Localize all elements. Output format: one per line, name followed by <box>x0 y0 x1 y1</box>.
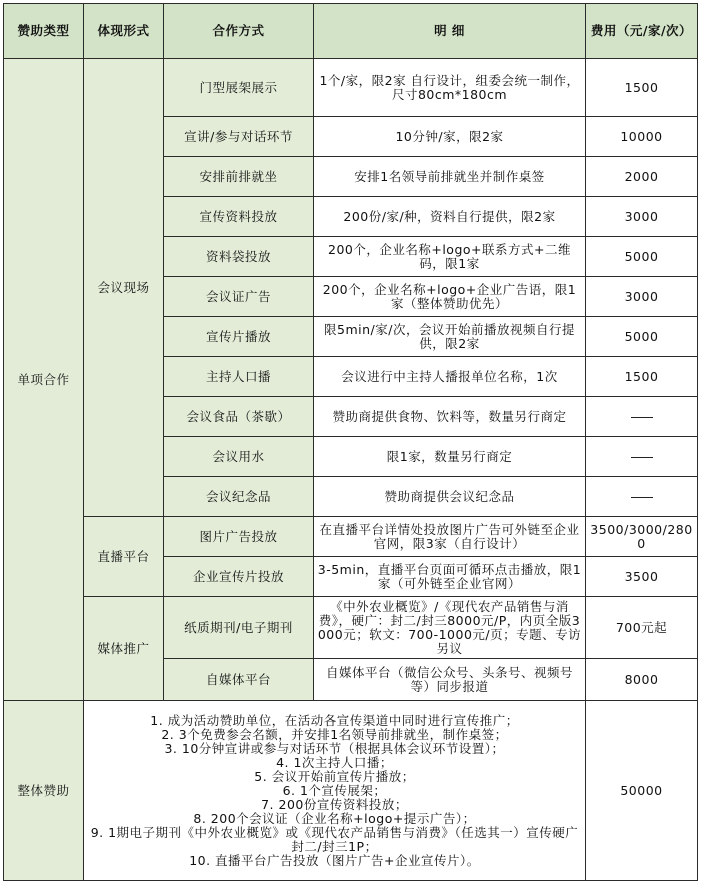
fee-cell: 5000 <box>586 317 698 357</box>
dash-mark <box>631 497 653 498</box>
package-item: 1. 成为活动赞助单位，在活动各宣传渠道中同时进行宣传推广； <box>150 712 519 728</box>
detail-cell: 200份/家/种，资料自行提供，限2家 <box>314 197 586 237</box>
header-form: 体现形式 <box>84 4 164 59</box>
detail-cell: 《中外农业概览》/《现代农产品销售与消费》，硬广：封二/封三8000元/P，内页全版3000元；软文：700-1000元/页；专题、专访另议 <box>314 597 586 659</box>
fee-cell: 700元起 <box>586 597 698 659</box>
package-item: 3. 10分钟宣讲或参与对话环节（根据具体会议环节设置）； <box>164 740 505 756</box>
table-row <box>4 59 698 117</box>
fee-cell-overall: 50000 <box>586 701 698 881</box>
header-detail: 明 细 <box>314 4 586 59</box>
fee-cell: 5000 <box>586 237 698 277</box>
form-onsite: 会议现场 <box>84 59 164 517</box>
table-row <box>4 597 698 659</box>
detail-cell: 限5min/家/次，会议开始前播放视频自行提供，限2家 <box>314 317 586 357</box>
type-overall: 整体赞助 <box>4 701 84 881</box>
detail-cell: 200个，企业名称+logo+企业广告语，限1家（整体赞助优先） <box>314 277 586 317</box>
detail-cell: 1个/家，限2家 自行设计，组委会统一制作，尺寸80cm*180cm <box>314 59 586 117</box>
package-item: 10. 直播平台广告投放（图片广告+企业宣传片）。 <box>189 852 480 868</box>
method-cell: 宣讲/参与对话环节 <box>164 117 314 157</box>
fee-cell-tbd <box>586 437 698 477</box>
method-cell: 会议用水 <box>164 437 314 477</box>
detail-cell: 在直播平台详情处投放图片广告可外链至企业官网，限3家（自行设计） <box>314 517 586 557</box>
method-cell: 纸质期刊/电子期刊 <box>164 597 314 659</box>
fee-cell: 10000 <box>586 117 698 157</box>
fee-cell-tbd <box>586 397 698 437</box>
method-cell: 安排前排就坐 <box>164 157 314 197</box>
fee-cell: 1500 <box>586 357 698 397</box>
detail-cell: 安排1名领导前排就坐并制作桌签 <box>314 157 586 197</box>
header-method: 合作方式 <box>164 4 314 59</box>
detail-cell: 会议进行中主持人播报单位名称，1次 <box>314 357 586 397</box>
package-item: 2. 3个免费参会名额，并安排1名领导前排就坐，制作桌签； <box>161 726 508 742</box>
method-cell: 宣传片播放 <box>164 317 314 357</box>
package-item: 8. 200个会议证（企业名称+logo+提示广告）； <box>193 810 476 826</box>
method-cell: 主持人口播 <box>164 357 314 397</box>
method-cell: 资料袋投放 <box>164 237 314 277</box>
dash-mark <box>631 457 653 458</box>
method-cell: 企业宣传片投放 <box>164 557 314 597</box>
table-row <box>4 517 698 557</box>
fee-cell: 3500/3000/2800 <box>586 517 698 557</box>
method-cell: 会议食品（茶歇） <box>164 397 314 437</box>
detail-cell: 200个，企业名称+logo+联系方式+二维码，限1家 <box>314 237 586 277</box>
detail-cell: 3-5min，直播平台页面可循环点击播放，限1家（可外链至企业官网） <box>314 557 586 597</box>
fee-cell: 3000 <box>586 277 698 317</box>
fee-cell-tbd <box>586 477 698 517</box>
package-item: 7. 200份宣传资料投放； <box>261 796 408 812</box>
dash-mark <box>631 417 653 418</box>
form-media: 媒体推广 <box>84 597 164 701</box>
header-row <box>4 4 698 59</box>
method-cell: 会议证广告 <box>164 277 314 317</box>
detail-cell: 10分钟/家，限2家 <box>314 117 586 157</box>
method-cell: 会议纪念品 <box>164 477 314 517</box>
detail-cell: 赞助商提供食物、饮料等，数量另行商定 <box>314 397 586 437</box>
fee-cell: 1500 <box>586 59 698 117</box>
fee-cell: 8000 <box>586 659 698 701</box>
detail-cell: 限1家，数量另行商定 <box>314 437 586 477</box>
header-type: 赞助类型 <box>4 4 84 59</box>
method-cell: 门型展架展示 <box>164 59 314 117</box>
table-row-overall <box>4 701 698 881</box>
type-single: 单项合作 <box>4 59 84 701</box>
sponsorship-table <box>3 3 698 881</box>
method-cell: 自媒体平台 <box>164 659 314 701</box>
form-live: 直播平台 <box>84 517 164 597</box>
detail-cell: 赞助商提供会议纪念品 <box>314 477 586 517</box>
overall-package-list <box>84 701 586 881</box>
package-item: 5. 会议开始前宣传片播放； <box>254 768 415 784</box>
fee-cell: 3000 <box>586 197 698 237</box>
detail-cell: 自媒体平台（微信公众号、头条号、视频号等）同步报道 <box>314 659 586 701</box>
package-item: 6. 1个宣传展架； <box>282 782 387 798</box>
fee-cell: 3500 <box>586 557 698 597</box>
fee-cell: 2000 <box>586 157 698 197</box>
package-item: 9. 1期电子期刊《中外农业概览》或《现代农产品销售与消费》（任选其一）宣传硬广封二/封三1P； <box>90 824 579 854</box>
method-cell: 图片广告投放 <box>164 517 314 557</box>
header-fee: 费用（元/家/次） <box>586 4 698 59</box>
package-item: 4. 1次主持人口播； <box>276 754 393 770</box>
method-cell: 宣传资料投放 <box>164 197 314 237</box>
